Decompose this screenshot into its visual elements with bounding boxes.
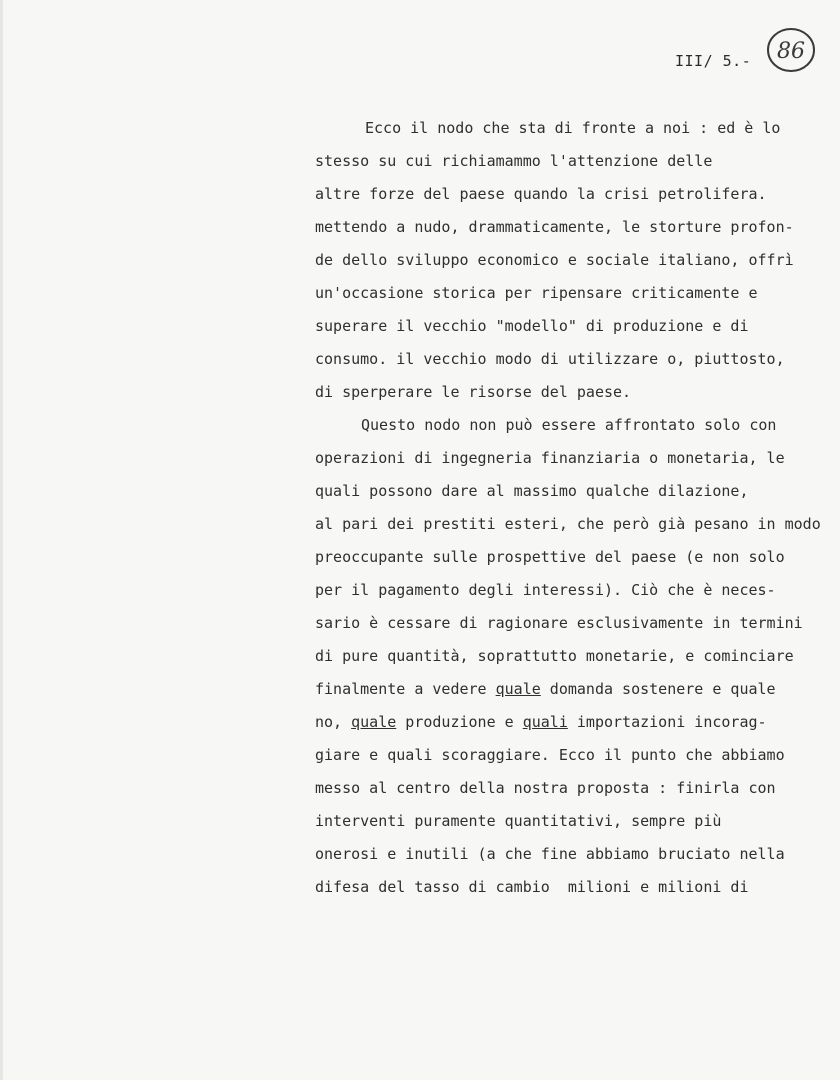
text-line: superare il vecchio "modello" di produzione e di bbox=[315, 317, 749, 335]
text-line: di sperperare le risorse del paese. bbox=[315, 383, 632, 401]
text-segment: no, bbox=[315, 713, 352, 731]
page-number: III/ 5.- bbox=[675, 52, 752, 70]
text-line: Ecco il nodo che sta di fronte a noi : ed è lo bbox=[365, 119, 781, 137]
text-line: mettendo a nudo, drammaticamente, le storture profon- bbox=[315, 218, 794, 236]
text-line: Questo nodo non può essere affrontato solo con bbox=[361, 416, 777, 434]
handwritten-number-text: 86 bbox=[777, 39, 805, 64]
text-line bbox=[315, 711, 767, 733]
text-line: interventi puramente quantitativi, sempre più bbox=[315, 812, 722, 830]
text-line: de dello sviluppo economico e sociale italiano, offrì bbox=[315, 251, 794, 269]
text-segment: produzione e bbox=[396, 713, 523, 731]
underlined-word: quali bbox=[522, 713, 568, 731]
text-line: preoccupante sulle prospettive del paese (e non solo bbox=[315, 548, 785, 566]
text-line: altre forze del paese quando la crisi petrolifera. bbox=[315, 185, 767, 203]
text-line: giare e quali scoraggiare. Ecco il punto che abbiamo bbox=[315, 746, 785, 764]
text-line: consumo. il vecchio modo di utilizzare o, piuttosto, bbox=[315, 350, 785, 368]
text-line: di pure quantità, soprattutto monetarie, e cominciare bbox=[315, 647, 794, 665]
text-line: al pari dei prestiti esteri, che però già pesano in modo bbox=[315, 515, 821, 533]
text-line: un'occasione storica per ripensare criticamente e bbox=[315, 284, 758, 302]
text-line: difesa del tasso di cambio milioni e milioni di bbox=[315, 878, 749, 896]
underlined-word: quale bbox=[351, 713, 397, 731]
text-line: sario è cessare di ragionare esclusivamente in termini bbox=[315, 614, 803, 632]
text-segment: importazioni incorag- bbox=[567, 713, 767, 731]
underlined-word: quale bbox=[495, 680, 541, 698]
text-line: quali possono dare al massimo qualche dilazione, bbox=[315, 482, 749, 500]
body-text bbox=[3, 0, 840, 1080]
text-line bbox=[315, 678, 776, 700]
text-line: onerosi e inutili (a che fine abbiamo bruciato nella bbox=[315, 845, 785, 863]
text-line: stesso su cui richiamammo l'attenzione delle bbox=[315, 152, 713, 170]
text-line: operazioni di ingegneria finanziaria o monetaria, le bbox=[315, 449, 785, 467]
text-line: per il pagamento degli interessi). Ciò che è neces- bbox=[315, 581, 776, 599]
text-segment: domanda sostenere e quale bbox=[540, 680, 776, 698]
text-segment: finalmente a vedere bbox=[315, 680, 496, 698]
text-line: messo al centro della nostra proposta : finirla con bbox=[315, 779, 776, 797]
